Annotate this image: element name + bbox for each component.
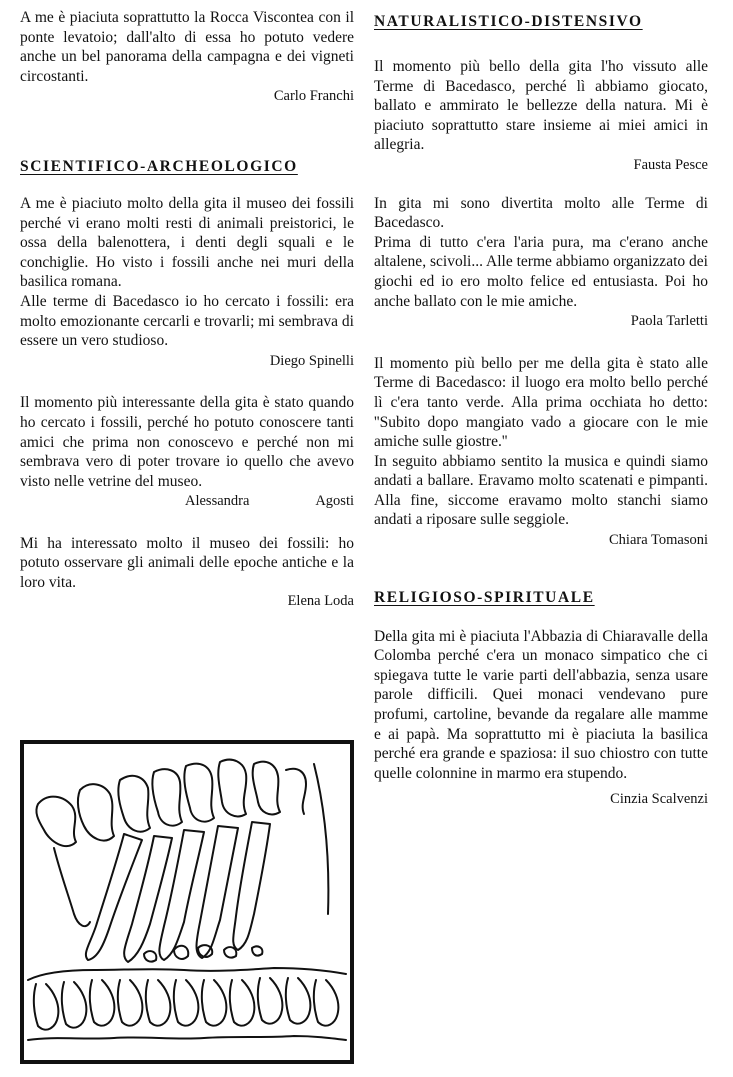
author-last-name: Agosti (315, 493, 354, 510)
article-author: Fausta Pesce (633, 156, 708, 173)
article-chiara-tomasoni (374, 354, 708, 551)
section-heading-religioso: RELIGIOSO-SPIRITUALE (374, 588, 595, 606)
article-author (20, 492, 354, 512)
article-text: Il momento più bello della gita l'ho vissuto alle Terme di Bacedasco, perché lì abbiamo giocato, ballato e ammirato le bellezze della natura. Mi è piaciuto soprattutto stare insieme ai miei amici in allegria. (374, 58, 708, 154)
article-elena-loda (20, 534, 354, 611)
article-text: Alle terme di Bacedasco io ho cercato i fossili: era molto emozionante cercarli e trovarli; mi sembrava di essere un vero studioso. (20, 292, 354, 350)
section-heading-naturalistico: NATURALISTICO-DISTENSIVO (374, 13, 643, 30)
article-text: Il momento più interessante della gita è stato quando ho cercato i fossili, perché ho potuto conoscere tanti amici che prima non conoscevo e perché non mi sembrava vero di poter trovare io quello che avevo visto nelle vetrine del museo. (20, 394, 354, 490)
right-column (374, 8, 708, 810)
fossil-drawing-frame (20, 740, 354, 1064)
article-carlo-franchi (20, 8, 354, 107)
section-heading-scientifico: SCIENTIFICO-ARCHEOLOGICO (20, 157, 298, 175)
article-text: A me è piaciuto molto della gita il museo dei fossili perché vi erano molti resti di animali preistorici, le ossa della balenottera, i denti degli squali e le conchiglie. Ho visto i fossili anche nei muri della basilica romana. (20, 194, 354, 291)
article-text: A me è piaciuta soprattutto la Rocca Viscontea con il ponte levatoio; dall'alto di essa ho potuto vedere anche un bel panorama della campagna e dei vigneti circostanti. (20, 9, 354, 85)
article-author: Chiara Tomasoni (609, 532, 708, 549)
article-fausta-pesce (374, 57, 708, 176)
author-first-name: Alessandra (185, 493, 250, 510)
article-alessandra-agosti (20, 393, 354, 512)
article-text: Della gita mi è piaciuta l'Abbazia di Chiaravalle della Colomba perché c'era un monaco simpatico che ci spiegava tutte le varie parti dell'abbazia, senza usare parole difficili. Quei monaci vendevano pure profumi, cartoline, bevande da regalare alle mamme e ai papà. Ma soprattutto mi è piaciuta la basilica perché era grande e spaziosa: il suo chiostro con tutte quelle colonnine in marmo era stupendo. (374, 627, 708, 782)
article-text: Prima di tutto c'era l'aria pura, ma c'erano anche altalene, scivoli... Alle terme abbiamo organizzato dei giochi ed io ero molto felice ed entusiasta. Poi ho anche ballato con le mie amiche. (374, 233, 708, 310)
article-text: In gita mi sono divertita molto alle Terme di Bacedasco. (374, 194, 708, 232)
article-text: Mi ha interessato molto il museo dei fossili: ho potuto osservare gli animali delle epoche antiche e la loro vita. (20, 534, 354, 592)
article-author: Diego Spinelli (269, 352, 354, 369)
article-diego-spinelli (20, 194, 354, 371)
article-author: Elena Loda (287, 592, 354, 609)
article-cinzia-scalvenzi (374, 627, 708, 810)
article-author: Carlo Franchi (273, 88, 354, 105)
article-paola-tarletti (374, 194, 708, 332)
article-author: Paola Tarletti (630, 313, 708, 330)
article-author: Cinzia Scalvenzi (610, 791, 708, 808)
article-text: In seguito abbiamo sentito la musica e quindi siamo andati a ballare. Eravamo molto scatenati e pimpanti. Alla fine, siccome eravamo molto stanchi siamo andati a riposare sulle seggiole. (374, 452, 708, 529)
fossil-spine-drawing-icon (24, 744, 350, 1060)
article-text: Il momento più bello per me della gita è stato alle Terme di Bacedasco: il luogo era molto bello perché lì c'era tanto verde. Alla prima occhiata ho detto: ''Subito dopo mangiato vado a giocare con le mie amiche sulle giostre.'' (374, 354, 708, 451)
left-column (20, 8, 354, 611)
